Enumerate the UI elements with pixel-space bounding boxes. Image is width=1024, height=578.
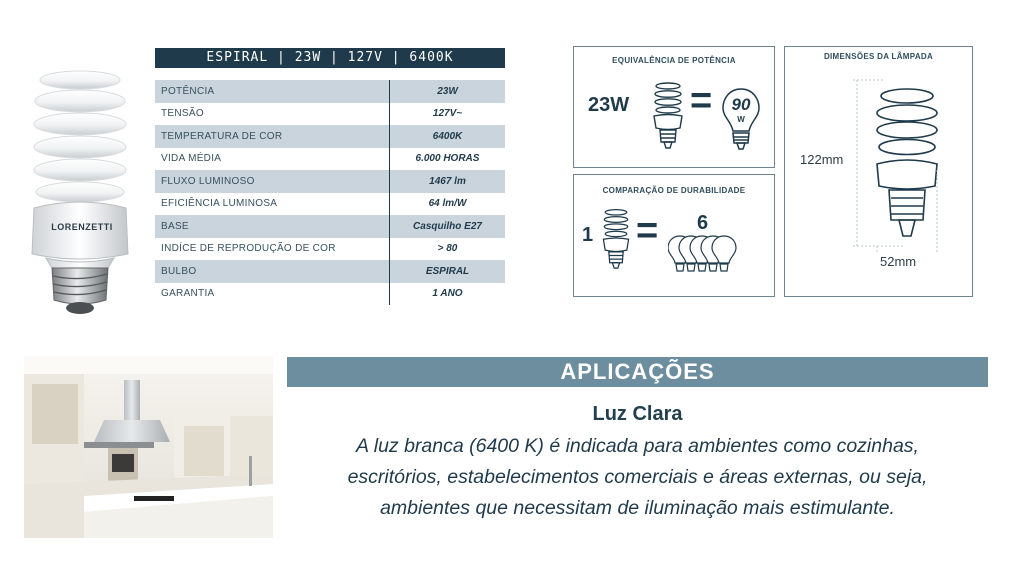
spec-label: VIDA MÉDIA xyxy=(161,153,222,165)
spec-value: 127V~ xyxy=(390,103,506,126)
spec-label: FLUXO LUMINOSO xyxy=(155,170,390,193)
equivalence-title: EQUIVALÊNCIA DE POTÊNCIA xyxy=(612,56,736,65)
equivalence-equals: = xyxy=(690,80,713,122)
spec-row xyxy=(155,238,505,261)
lamp-brand-label: LORENZETTI xyxy=(51,222,113,232)
applications-line: escritórios, estabelecimentos comerciais e áreas externas, ou seja, xyxy=(347,466,928,488)
spec-header: ESPIRAL | 23W | 127V | 6400K xyxy=(155,48,505,68)
applications-subtitle: Luz Clara xyxy=(592,403,683,425)
durability-equals: = xyxy=(636,210,659,252)
equivalence-right-unit: W xyxy=(737,115,745,124)
dimensions-width: 52mm xyxy=(880,254,917,269)
spec-value: ESPIRAL xyxy=(390,260,506,283)
lamp-product-image xyxy=(22,68,142,323)
spec-label: GARANTIA xyxy=(161,288,215,300)
equivalence-left-value: 23W xyxy=(588,94,630,116)
durability-left-value: 1 xyxy=(582,224,594,246)
dimensions-height: 122mm xyxy=(800,152,844,167)
spec-label: POTÊNCIA xyxy=(155,80,390,103)
spec-value: 64 lm/W xyxy=(390,193,506,216)
dimensions-title: DIMENSÕES DA LÂMPADA xyxy=(823,52,934,61)
spec-value: 6.000 HORAS xyxy=(390,148,506,171)
spec-value: 6400K xyxy=(390,125,506,148)
spec-row xyxy=(155,215,505,238)
spec-value: 1467 lm xyxy=(390,170,506,193)
spec-label: TEMPERATURA DE COR xyxy=(155,125,390,148)
spec-row xyxy=(155,80,505,103)
spec-value: > 80 xyxy=(390,238,506,261)
spec-value: 1 ANO xyxy=(390,283,506,306)
incandescent-bulbs-group-icon xyxy=(668,234,746,282)
durability-title: COMPARAÇÃO DE DURABILIDADE xyxy=(602,186,746,195)
cfl-lamp-icon xyxy=(648,80,688,158)
spec-row xyxy=(155,283,505,306)
spec-row xyxy=(155,260,505,283)
equivalence-right-value: 90 xyxy=(731,95,751,114)
spec-row xyxy=(155,103,505,126)
spec-row xyxy=(155,148,505,171)
spec-row xyxy=(155,125,505,148)
applications-description xyxy=(290,431,985,524)
cfl-lamp-icon xyxy=(598,203,634,281)
durability-right-value: 6 xyxy=(697,212,709,234)
spec-row xyxy=(155,193,505,216)
spec-value: 23W xyxy=(390,80,506,103)
spec-value: Casquilho E27 xyxy=(390,215,506,238)
spec-label: BULBO xyxy=(155,260,390,283)
spec-label: INDÍCE DE REPRODUÇÃO DE COR xyxy=(161,243,336,255)
lamp-dimension-drawing xyxy=(845,70,955,270)
applications-title: APLICAÇÕES xyxy=(287,357,988,387)
spec-label: TENSÃO xyxy=(161,108,204,120)
spec-label: BASE xyxy=(155,215,390,238)
spec-row xyxy=(155,170,505,193)
applications-line: A luz branca (6400 K) é indicada para ambientes como cozinhas, xyxy=(356,435,919,457)
kitchen-photo xyxy=(24,356,273,538)
applications-line: ambientes que necessitam de iluminação mais estimulante. xyxy=(380,497,895,519)
spec-table xyxy=(155,80,505,305)
spec-label: EFICIÊNCIA LUMINOSA xyxy=(161,198,278,210)
